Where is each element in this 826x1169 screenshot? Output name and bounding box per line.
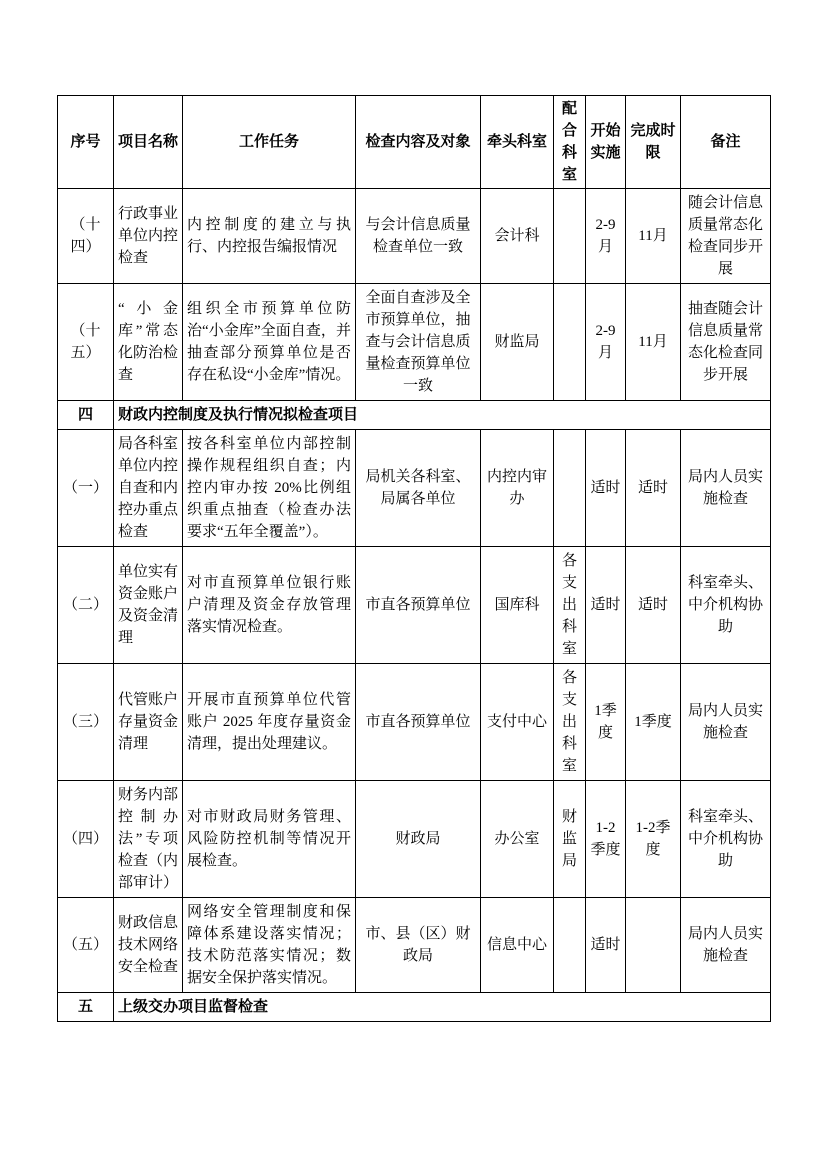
cell-lead: 会计科 <box>481 189 554 284</box>
table-row <box>58 430 771 547</box>
cell-coop <box>554 898 586 993</box>
cell-start: 2-9月 <box>586 284 626 401</box>
column-header-coop: 配合科室 <box>554 96 586 189</box>
cell-xh: （二） <box>58 547 114 664</box>
inspection-plan-table <box>57 95 771 1022</box>
column-header-start: 开始实施 <box>586 96 626 189</box>
table-header <box>58 96 771 189</box>
table-row <box>58 547 771 664</box>
cell-note: 局内人员实施检查 <box>681 430 771 547</box>
cell-coop <box>554 189 586 284</box>
table-row <box>58 189 771 284</box>
cell-lead: 财监局 <box>481 284 554 401</box>
cell-deadline: 适时 <box>626 430 681 547</box>
cell-coop: 各支出科室 <box>554 547 586 664</box>
cell-start: 适时 <box>586 547 626 664</box>
cell-deadline: 1-2季度 <box>626 781 681 898</box>
cell-deadline: 1季度 <box>626 664 681 781</box>
section-number: 四 <box>58 401 114 430</box>
section-row <box>58 401 771 430</box>
cell-content: 与会计信息质量检查单位一致 <box>356 189 481 284</box>
cell-xh: （十五） <box>58 284 114 401</box>
section-number: 五 <box>58 993 114 1022</box>
cell-xh: （一） <box>58 430 114 547</box>
table-row <box>58 781 771 898</box>
column-header-content: 检查内容及对象 <box>356 96 481 189</box>
table-row <box>58 898 771 993</box>
cell-deadline: 11月 <box>626 189 681 284</box>
cell-start: 1季度 <box>586 664 626 781</box>
cell-task: 网络安全管理制度和保障体系建设落实情况；技术防范落实情况；数据安全保护落实情况。 <box>183 898 356 993</box>
cell-start: 2-9月 <box>586 189 626 284</box>
cell-lead: 办公室 <box>481 781 554 898</box>
cell-deadline: 适时 <box>626 547 681 664</box>
cell-note: 局内人员实施检查 <box>681 898 771 993</box>
cell-start: 1-2季度 <box>586 781 626 898</box>
cell-note: 局内人员实施检查 <box>681 664 771 781</box>
cell-task: 开展市直预算单位代管账户 2025 年度存量资金清理，提出处理建议。 <box>183 664 356 781</box>
cell-name: 行政事业单位内控检查 <box>114 189 183 284</box>
cell-deadline <box>626 898 681 993</box>
cell-content: 市、县（区）财政局 <box>356 898 481 993</box>
cell-task: 内控制度的建立与执行、内控报告编报情况 <box>183 189 356 284</box>
cell-note: 随会计信息质量常态化检查同步开展 <box>681 189 771 284</box>
column-header-task: 工作任务 <box>183 96 356 189</box>
column-header-note: 备注 <box>681 96 771 189</box>
cell-content: 市直各预算单位 <box>356 547 481 664</box>
cell-task: 按各科室单位内部控制操作规程组织自查；内控内审办按 20%比例组织重点抽查（检查办法要求“五年全覆盖”）。 <box>183 430 356 547</box>
table-row <box>58 664 771 781</box>
cell-task: 组织全市预算单位防治“小金库”全面自查，并抽查部分预算单位是否存在私设“小金库”情况。 <box>183 284 356 401</box>
cell-task: 对市直预算单位银行账户清理及资金存放管理落实情况检查。 <box>183 547 356 664</box>
cell-note: 抽查随会计信息质量常态化检查同步开展 <box>681 284 771 401</box>
cell-lead: 国库科 <box>481 547 554 664</box>
cell-note: 科室牵头、中介机构协助 <box>681 781 771 898</box>
cell-start: 适时 <box>586 898 626 993</box>
cell-start: 适时 <box>586 430 626 547</box>
table-row <box>58 284 771 401</box>
table-body <box>58 189 771 1022</box>
cell-task: 对市财政局财务管理、风险防控机制等情况开展检查。 <box>183 781 356 898</box>
cell-coop <box>554 430 586 547</box>
cell-content: 局机关各科室、局属各单位 <box>356 430 481 547</box>
cell-lead: 内控内审办 <box>481 430 554 547</box>
column-header-deadline: 完成时限 <box>626 96 681 189</box>
cell-xh: （五） <box>58 898 114 993</box>
cell-lead: 支付中心 <box>481 664 554 781</box>
cell-name: 代管账户存量资金清理 <box>114 664 183 781</box>
cell-content: 财政局 <box>356 781 481 898</box>
cell-coop <box>554 284 586 401</box>
cell-xh: （三） <box>58 664 114 781</box>
cell-xh: （四） <box>58 781 114 898</box>
column-header-lead: 牵头科室 <box>481 96 554 189</box>
header-row <box>58 96 771 189</box>
column-header-name: 项目名称 <box>114 96 183 189</box>
cell-coop: 各支出科室 <box>554 664 586 781</box>
section-row <box>58 993 771 1022</box>
cell-name: 财务内部控制办法”专项检查（内部审计） <box>114 781 183 898</box>
cell-deadline: 11月 <box>626 284 681 401</box>
cell-content: 全面自查涉及全市预算单位，抽查与会计信息质量检查预算单位一致 <box>356 284 481 401</box>
cell-xh: （十四） <box>58 189 114 284</box>
section-title: 财政内控制度及执行情况拟检查项目 <box>114 401 771 430</box>
cell-note: 科室牵头、中介机构协助 <box>681 547 771 664</box>
cell-name: 财政信息技术网络安全检查 <box>114 898 183 993</box>
cell-lead: 信息中心 <box>481 898 554 993</box>
cell-name: “小金库”常态化防治检查 <box>114 284 183 401</box>
cell-name: 局各科室单位内控自查和内控办重点检查 <box>114 430 183 547</box>
cell-content: 市直各预算单位 <box>356 664 481 781</box>
section-title: 上级交办项目监督检查 <box>114 993 771 1022</box>
column-header-xh: 序号 <box>58 96 114 189</box>
cell-coop: 财监局 <box>554 781 586 898</box>
cell-name: 单位实有资金账户及资金清理 <box>114 547 183 664</box>
